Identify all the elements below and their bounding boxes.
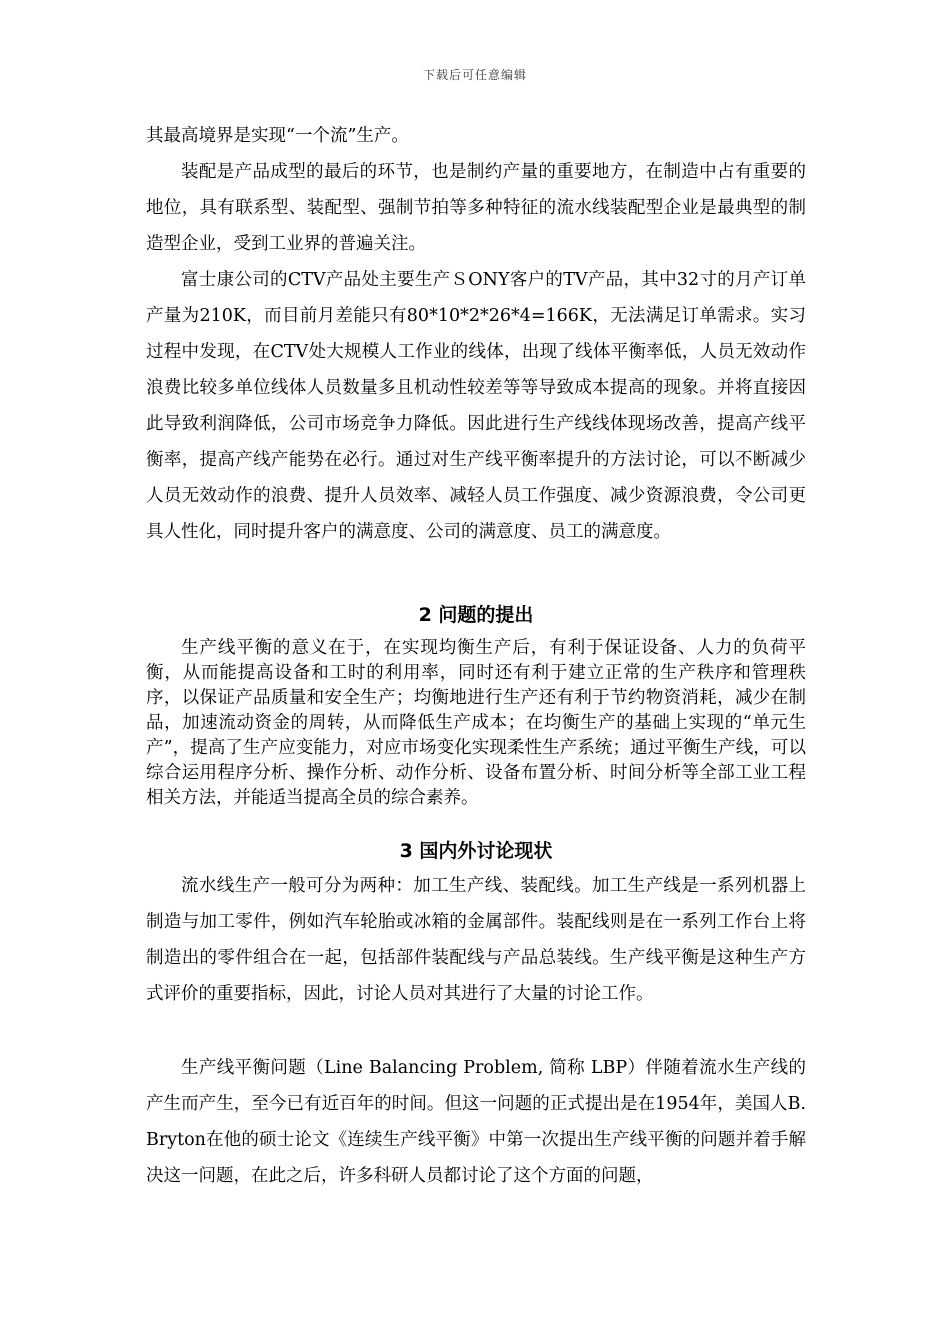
paragraph-foxconn: 富士康公司的CTV产品处主要生产ＳONY客户的TV产品，其中32寸的月产订单产量为210K，而目前月差能只有80*10*2*26*4=166K，无法满足订单需求。实习过程中发现，在CTV处大规模人工作业的线体，出现了线体平衡率低，人员无效动作浪费比较多单位线体人员数量多且机动性较差等等导致成本提高的现象。并将直接因此导致利润降低，公司市场竞争力降低。因此进行生产线线体现场改善，提高产线平衡率，提高产线产能势在必行。通过对生产线平衡率提升的方法讨论，可以不断减少人员无效动作的浪费、提升人员效率、减轻人员工作强度、减少资源浪费，令公司更具人性化，同时提升客户的满意度、公司的满意度、员工的满意度。 <box>146 270 806 542</box>
paragraph-line-balance-meaning: 生产线平衡的意义在于，在实现均衡生产后，有利于保证设备、人力的负荷平衡，从而能提高设备和工时的利用率，同时还有利于建立正常的生产秩序和管理秩序，以保证产品质量和安全生产；均衡地进行生产还有利于节约物资消耗，减少在制品，加速流动资金的周转，从而降低生产成本；在均衡生产的基础上实现的“单元生产”，提高了生产应变能力，对应市场变化实现柔性生产系统；通过平衡生产线，可以综合运用程序分析、操作分析、动作分析、设备布置分析、时间分析等全部工业工程相关方法，并能适当提高全员的综合素养。 <box>146 638 806 808</box>
section-heading-2: 2 问题的提出 <box>418 604 534 626</box>
paragraph-continuation: 其最高境界是实现“一个流”生产。 <box>146 126 409 146</box>
paragraph-lbp-history: 生产线平衡问题（Line Balancing Problem, 简称 LBP）伴随着流水生产线的产生而产生，至今已有近百年的时间。但这一问题的正式提出是在1954年，美国人B.Bryton在他的硕士论文《连续生产线平衡》中第一次提出生产线平衡的问题并着手解决这一问题，在此之后，许多科研人员都讨论了这个方面的问题， <box>146 1058 806 1186</box>
section-heading-3: 3 国内外讨论现状 <box>399 840 553 862</box>
page-header: 下载后可任意编辑 <box>422 68 527 82</box>
paragraph-assembly: 装配是产品成型的最后的环节，也是制约产量的重要地方，在制造中占有重要的地位，具有联系型、装配型、强制节拍等多种特征的流水线装配型企业是最典型的制造型企业，受到工业界的普遍关注。 <box>146 162 806 254</box>
paragraph-assembly-line-types: 流水线生产一般可分为两种：加工生产线、装配线。加工生产线是一系列机器上制造与加工零件，例如汽车轮胎或冰箱的金属部件。装配线则是在一系列工作台上将制造出的零件组合在一起，包括部件装配线与产品总装线。生产线平衡是这种生产方式评价的重要指标，因此，讨论人员对其进行了大量的讨论工作。 <box>146 876 806 1004</box>
